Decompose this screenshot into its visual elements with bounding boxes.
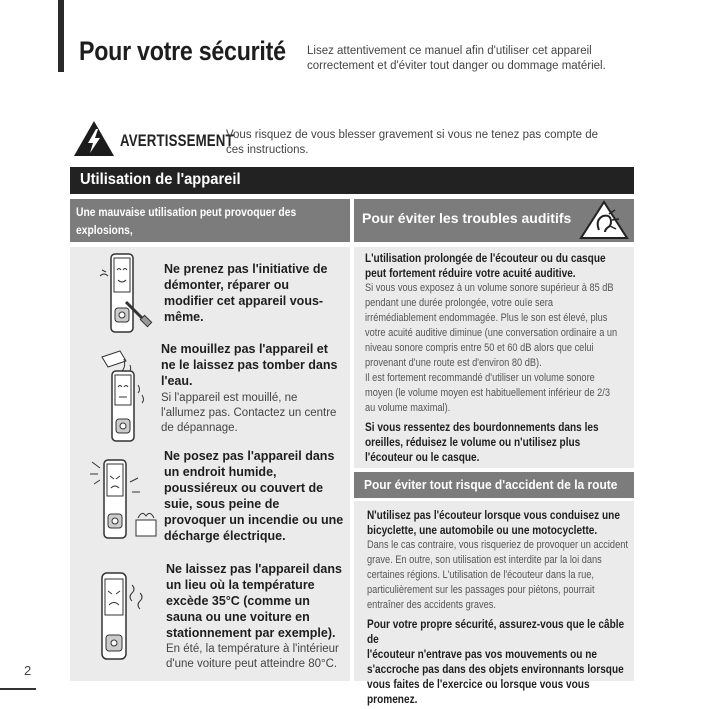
text-line: de dépannage. bbox=[161, 422, 238, 434]
text-line: Il est fortement recommandé d'utiliser un volume sonore bbox=[365, 372, 595, 384]
hearing-bold-2 bbox=[365, 420, 634, 465]
left-item-4-text bbox=[166, 642, 348, 672]
left-item-4-bold bbox=[166, 561, 348, 641]
warning-label: AVERTISSEMENT bbox=[120, 131, 234, 150]
text-line: certaines régions. L'utilisation de l'écouteur dans la rue, bbox=[367, 569, 594, 581]
text-line: l'allumez pas. Contactez un centre bbox=[161, 407, 337, 419]
left-header-line: Une mauvaise utilisation peut provoquer des explosions, bbox=[76, 205, 297, 237]
hearing-text bbox=[365, 281, 634, 416]
text-line: irrémédiablement endommagée. Plus le son est élevé, plus bbox=[365, 312, 608, 324]
text-line: L'utilisation prolongée de l'écouteur ou du casque bbox=[365, 251, 606, 265]
device-screwdriver-illustration bbox=[96, 250, 158, 336]
device-heat-illustration bbox=[92, 565, 154, 670]
text-line: grave. En outre, son utilisation est interdite par la loi dans bbox=[367, 554, 602, 566]
text-line: démonter, réparer ou bbox=[164, 278, 290, 292]
text-line: décharge électrique. bbox=[164, 529, 286, 543]
page-number: 2 bbox=[24, 663, 32, 678]
text-line: Ne posez pas l'appareil dans bbox=[164, 449, 335, 463]
text-line: N'utilisez pas l'écouteur lorsque vous conduisez une bbox=[367, 508, 620, 522]
text-line: même. bbox=[164, 310, 204, 324]
warning-line: Vous risquez de vous blesser gravement si vous ne tenez pas compte de bbox=[226, 129, 599, 141]
header-side-bar bbox=[58, 0, 64, 72]
text-line: s'accroche pas dans des objets environnants lorsque bbox=[367, 662, 624, 676]
right-header-hearing: Pour éviter les troubles auditifs bbox=[362, 210, 572, 226]
section-title: Utilisation de l'appareil bbox=[80, 171, 241, 188]
text-line: Ne prenez pas l'initiative de bbox=[164, 262, 328, 276]
left-item-3-bold bbox=[164, 448, 346, 544]
text-line: vous faites de l'exercice ou lorsque vous vous promenez. bbox=[367, 677, 590, 706]
text-line: un endroit humide, bbox=[164, 465, 277, 479]
text-line: peut fortement réduire votre acuité auditive. bbox=[365, 266, 576, 280]
text-line: excède 35°C (comme un bbox=[166, 594, 310, 608]
text-line: provoquer un incendie ou une bbox=[164, 513, 344, 527]
left-item-4 bbox=[166, 561, 348, 672]
text-line: Si vous ressentez des bourdonnements dans les bbox=[365, 420, 599, 434]
right-header-road: Pour éviter tout risque d'accident de la route bbox=[364, 477, 618, 492]
text-line: l'écouteur n'entrave pas vos mouvements ou ne bbox=[367, 647, 597, 661]
left-item-2-text bbox=[161, 391, 347, 436]
text-line: bicyclette, une automobile ou une motocyclette. bbox=[367, 523, 598, 537]
hearing-block bbox=[365, 251, 634, 465]
text-line: au volume maximal). bbox=[365, 402, 451, 414]
text-line: En été, la température à l'intérieur bbox=[166, 643, 339, 655]
text-line: stationnement par exemple). bbox=[166, 626, 336, 640]
text-line: Ne laissez pas l'appareil dans bbox=[166, 562, 342, 576]
text-line: l'eau. bbox=[161, 374, 193, 388]
left-item-2 bbox=[161, 341, 347, 436]
intro-line: correctement et d'éviter tout danger ou dommage matériel. bbox=[307, 60, 606, 72]
intro-text bbox=[307, 44, 637, 74]
text-line: Dans le cas contraire, vous risqueriez de provoquer un accident bbox=[367, 539, 628, 551]
warning-line: ces instructions. bbox=[226, 144, 309, 156]
warning-text bbox=[226, 128, 621, 158]
text-line: Ne mouillez pas l'appareil et bbox=[161, 342, 328, 356]
device-dust-illustration bbox=[86, 452, 162, 552]
text-line: Si vous vous exposez à un volume sonore supérieur à 85 dB bbox=[365, 282, 614, 294]
text-line: Pour votre propre sécurité, assurez-vous que le câble de bbox=[367, 617, 625, 646]
text-line: moyen (le volume moyen est habituellement inférieur de 2/3 bbox=[365, 387, 610, 399]
road-block bbox=[367, 508, 632, 707]
text-line: un lieu où la température bbox=[166, 578, 315, 592]
text-line: sauna ou une voiture en bbox=[166, 610, 310, 624]
text-line: suie, sous peine de bbox=[164, 497, 280, 511]
warning-lightning-icon bbox=[73, 120, 115, 157]
text-line: modifier cet appareil vous- bbox=[164, 294, 324, 308]
text-line: votre acuité auditive diminue (une conversation ordinaire a un bbox=[365, 327, 618, 339]
hearing-bold bbox=[365, 251, 634, 281]
road-bold-2 bbox=[367, 617, 632, 707]
text-line: niveau sonore compris entre 50 et 60 dB alors que celui bbox=[365, 342, 594, 354]
footer-rule bbox=[0, 688, 36, 690]
text-line: l'écouteur ou le casque. bbox=[365, 450, 480, 464]
road-bold bbox=[367, 508, 632, 538]
text-line: ne le laissez pas tomber dans bbox=[161, 358, 338, 372]
text-line: pendant une durée prolongée, votre ouïe sera bbox=[365, 297, 554, 309]
intro-line: Lisez attentivement ce manuel afin d'utiliser cet appareil bbox=[307, 45, 592, 57]
text-line: d'une voiture peut atteindre 80°C. bbox=[166, 658, 338, 670]
text-line: provenant d'une route est d'environ 80 dB). bbox=[365, 357, 542, 369]
text-line: Si l'appareil est mouillé, ne bbox=[161, 392, 298, 404]
hearing-warning-icon bbox=[579, 200, 629, 240]
text-line: poussiéreux ou couvert de bbox=[164, 481, 324, 495]
left-item-1-bold bbox=[164, 261, 344, 325]
text-line: entraîner des accidents graves. bbox=[367, 599, 496, 611]
device-water-illustration bbox=[96, 345, 156, 445]
text-line: oreilles, réduisez le volume ou n'utilisez plus bbox=[365, 435, 581, 449]
left-item-2-bold bbox=[161, 341, 347, 389]
road-text bbox=[367, 538, 632, 613]
page-title: Pour votre sécurité bbox=[79, 36, 286, 66]
text-line: particulièrement sur les passages pour piétons, pourrait bbox=[367, 584, 595, 596]
